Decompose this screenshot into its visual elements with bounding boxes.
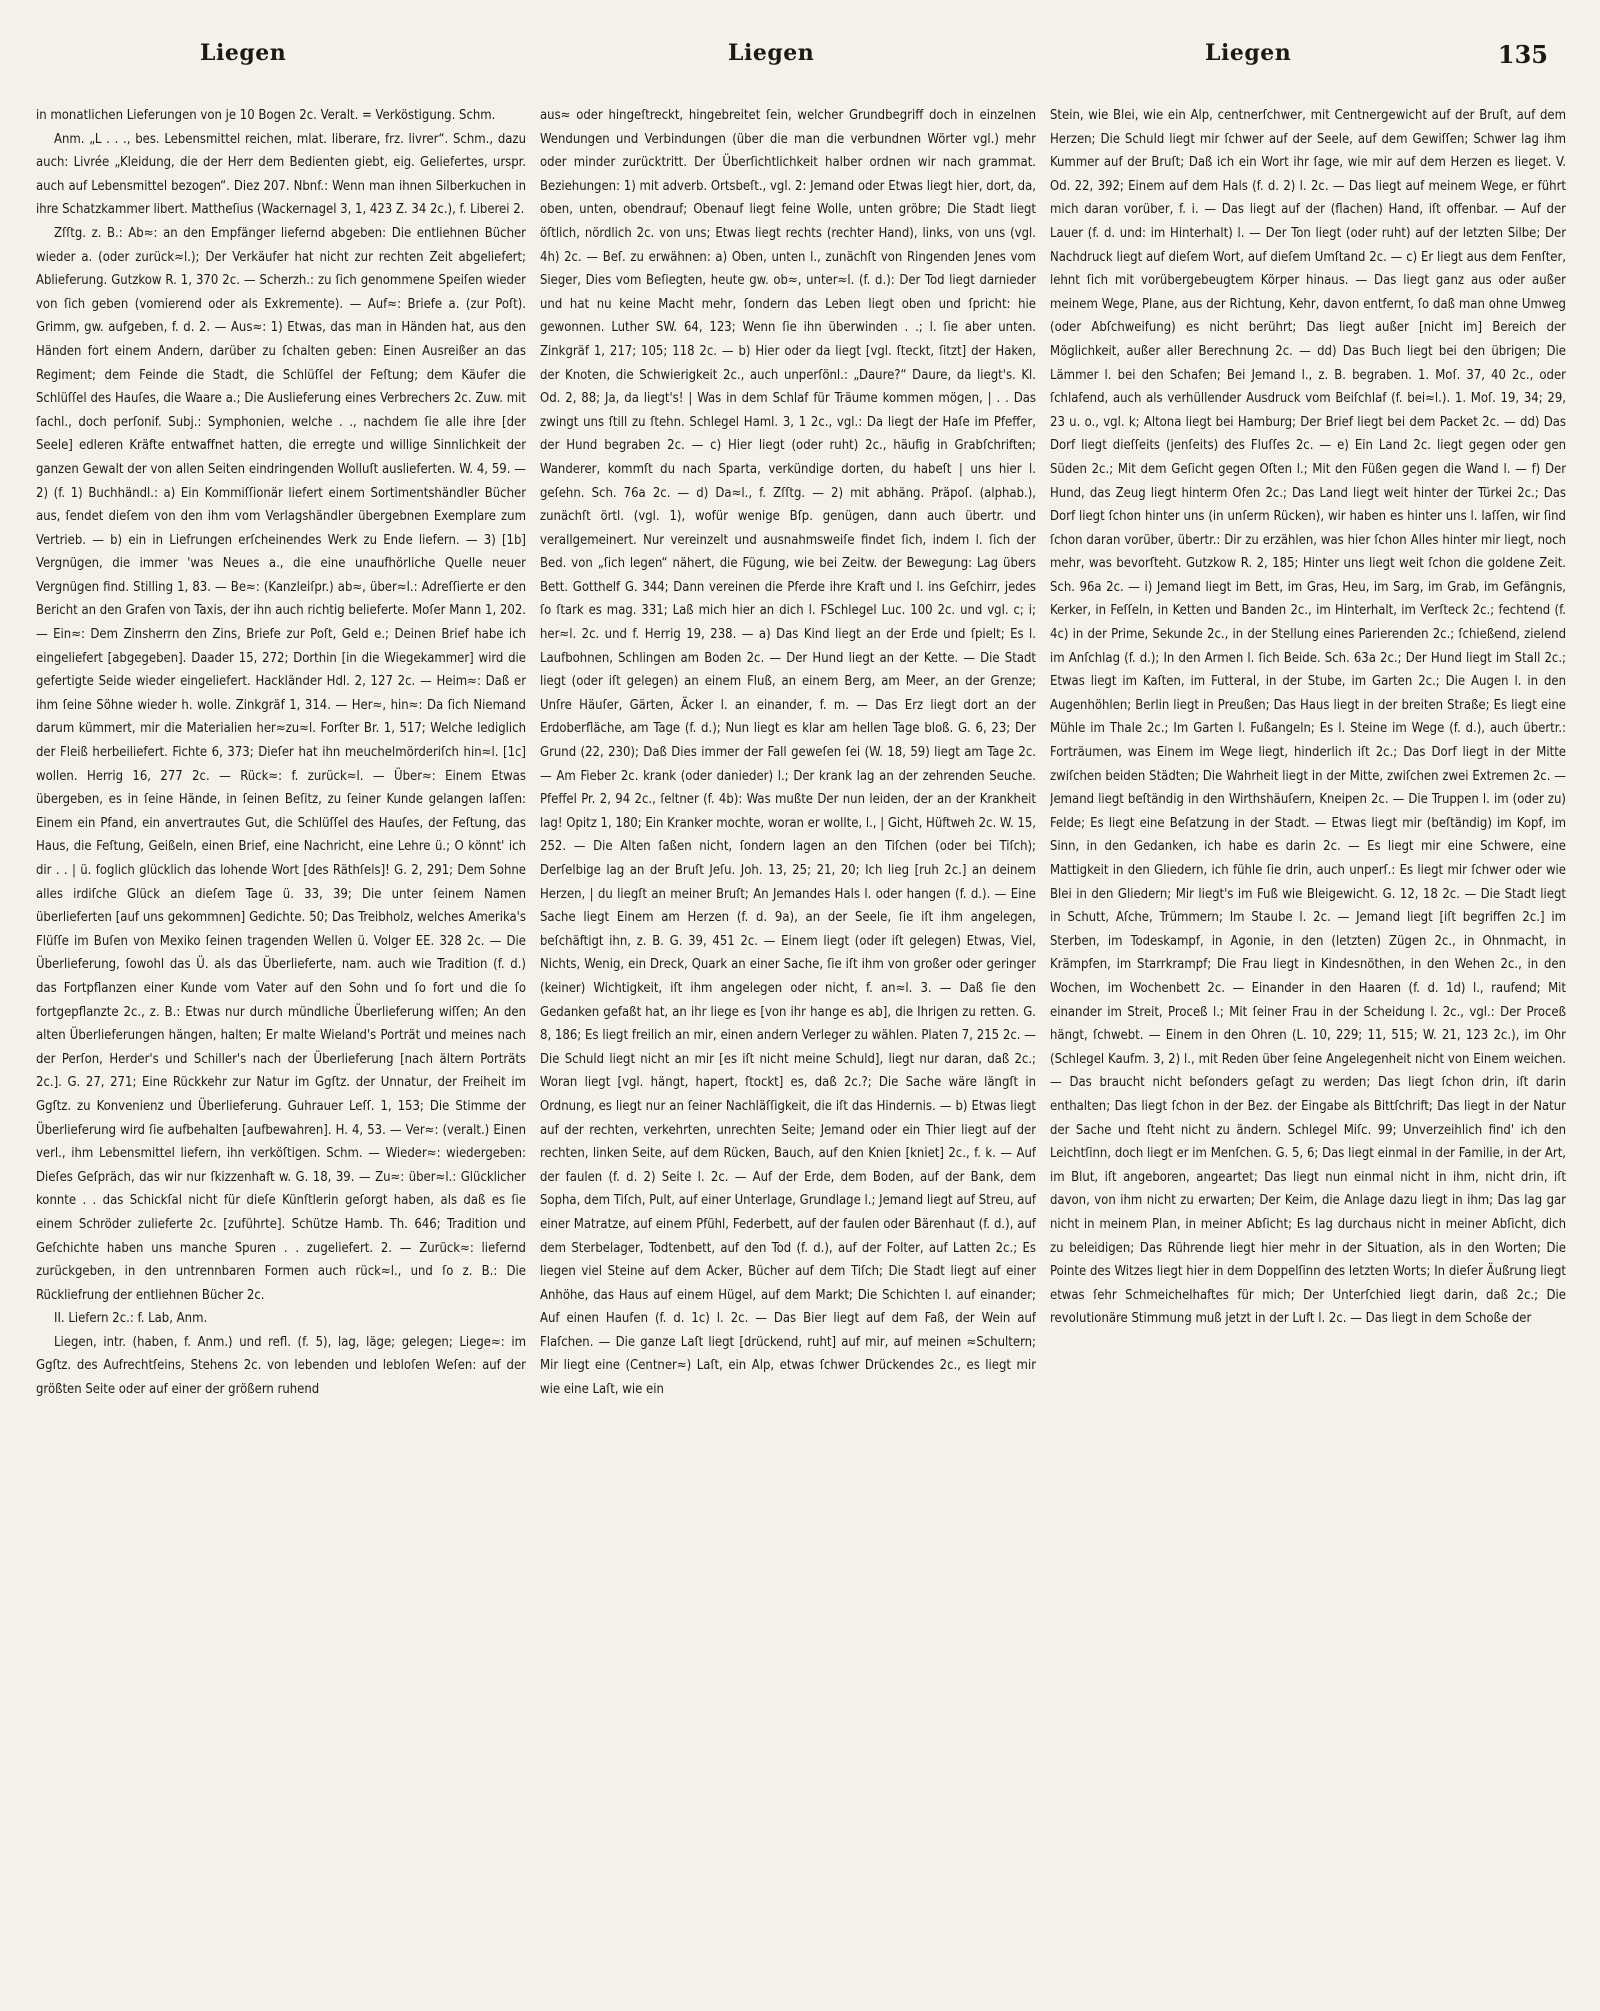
page-number: 135 — [1497, 40, 1548, 69]
header-right-word: Liegen — [1205, 40, 1292, 66]
paragraph: aus≈ oder hingeſtreckt, hingebreitet ſein, welcher Grundbegriff doch in einzelnen Wendungen und Verbindungen (über die man die verbundnen Wörter vgl.) mehr oder minder zurücktritt. Der Überſichtlichkeit halber ordnen wir nach grammat. Beziehungen: 1) mit adverb. Ortsbeſt., vgl. 2: Jemand oder Etwas liegt hier, dort, da, oben, unten, obendrauf; Obenauf liegt feine Wolle, unten gröbre; Die Stadt liegt öſtlich, nördlich 2c. von uns; Etwas liegt rechts (rechter Hand), links, von uns (vgl. 4h) 2c. — Beſ. zu erwähnen: a) Oben, unten l., zunächſt von Ringenden Jenes vom Sieger, Dies vom Beſiegten, heute gw. ob≈, unter≈l. (f. d.): Der Tod liegt darnieder und hat nu keine Macht mehr, ſondern das Leben liegt oben und ſpricht: hie gewonnen. Luther SW. 64, 123; Wenn ſie ihn überwinden . .; l. ſie aber unten. Zinkgräf 1, 217; 105; 118 2c. — b) Hier oder da liegt [vgl. ſteckt, ſitzt] der Haken, der Knoten, die Schwierigkeit 2c., auch unperſönl.: „Daure?“ Daure, da liegt's. Kl. Od. 2, 88; Ja, da liegt's! | Was in dem Schlaf für Träume kommen mögen, | . . Das zwingt uns ſtill zu ſtehn. Schlegel Haml. 3, 1 2c., vgl.: Da liegt der Haſe im Pfeffer, der Hund begraben 2c. — c) Hier liegt (oder ruht) 2c., häufig in Grabſchriften; Wanderer, kommſt du nach Sparta, verkündige dorten, du habeſt | uns hier l. geſehn. Sch. 76a 2c. — d) Da≈l., f. Zſſtg. — 2) mit abhäng. Präpoſ. (alphab.), zunächſt örtl. (vgl. 1), wofür wenige Bſp. genügen, dann auch übertr. und verallgemeinert. Nur vereinzelt und ausnahmsweiſe findet ſich, indem l. ſich der Bed. von „ſich legen“ nähert, die Fügung, wie bei Zeitw. der Bewegung: Lag übers Bett. Gotthelf G. 344; Dann vereinen die Pferde ihre Kraft und l. ins Geſchirr, jedes ſo ſtark es mag. 331; Laß mich hier an dich l. FSchlegel Luc. 100 2c. und vgl. c; i; her≈l. 2c. und f. Herrig 19, 238. — a) Das Kind liegt an der Erde und ſpielt; Es l. Laufbohnen, Schlingen am Boden 2c. — Der Hund liegt an der Kette. — Die Stadt liegt (oder iſt gelegen) an einem Fluß, an einem Berg, am Meer, an der Grenze; Unſre Häuſer, Gärten, Äcker l. an einander, f. m. — Das Erz liegt dort an der Erdoberfläche, am Tage (f. d.); Nun liegt es klar am hellen Tage bloß. G. 6, 23; Der Grund (22, 230); Daß Dies immer der Fall geweſen ſei (W. 18, 59) liegt am Tage 2c. — Am Fieber 2c. krank (oder danieder) l.; Der krank lag an der zehrenden Seuche. Pfeffel Pr. 2, 94 2c., ſeltner (f. 4b): Was mußte Der nun leiden, der an der Krankheit lag! Opitz 1, 180; Ein Kranker mochte, woran er wollte, l., | Gicht, Hüftweh 2c. W. 15, 252. — Die Alten ſaßen nicht, ſondern lagen an den Tiſchen (oder bei Tiſch); Derſelbige lag an der Bruſt Jeſu. Joh. 13, 25; 21, 20; Ich lieg [ruh 2c.] an deinem Herzen, | du liegſt an meiner Bruſt; An Jemandes Hals l. oder hangen (f. d.). — Eine Sache liegt Einem am Herzen (f. d. 9a), an der Seele, ſie iſt ihm angelegen, beſchäftigt ihn, z. B. G. 39, 451 2c. — Einem liegt (oder iſt gelegen) Etwas, Viel, Nichts, Wenig, ein Dreck, Quark an einer Sache, ſie iſt ihm von großer oder geringer (keiner) Wichtigkeit, iſt ihm angelegen oder nicht, f. an≈l. 3. — Daß ſie den Gedanken gefaßt hat, an ihr liege es [von ihr hange es ab], die Ihrigen zu retten. G. 8, 186; Es liegt freilich an mir, einen andern Verleger zu wählen. Platen 7, 215 2c. — Die Schuld liegt nicht an mir [es iſt nicht meine Schuld], liegt nur daran, daß 2c.; Woran liegt [vgl. hängt, hapert, ſtockt] es, daß 2c.?; Die Sache wäre längſt in Ordnung, es liegt nur an ſeiner Nachläſſigkeit, die iſt das Hindernis. — b) Etwas liegt auf der rechten, verkehrten, unrechten Seite; Jemand oder ein Thier liegt auf der rechten, linken Seite, auf dem Rücken, Bauch, auf den Knien [kniet] 2c., f. k. — Auf der faulen (f. d. 2) Seite l. 2c. — Auf der Erde, dem Boden, auf der Bank, dem Sopha, dem Tiſch, Pult, auf einer Unterlage, Grundlage l.; Jemand liegt auf Streu, auf einer Matratze, auf einem Pfühl, Federbett, auf der faulen oder Bärenhaut (f. d.), auf dem Sterbelager, Todtenbett, auf den Tod (f. d.), auf der Folter, auf Latten 2c.; Es liegen viel Steine auf dem Acker, Bücher auf dem Tiſch; Die Stadt liegt auf einer Anhöhe, das Haus auf einem Hügel, auf dem Markt; Die Schichten l. auf einander; Auf einen Haufen (f. d. 1c) l. 2c. — Das Bier liegt auf dem Faß, der Wein auf Flaſchen. — Die ganze Laſt liegt [drückend, ruht] auf mir, auf meinen ≈Schultern; Mir liegt eine (Centner≈) Laſt, ein Alp, etwas ſchwer Drückendes 2c., es liegt mir wie eine Laſt, wie ein — [540, 108, 1036, 1398]
paragraph: Zſſtg. z. B.: Ab≈: an den Empfänger liefernd abgeben: Die entliehnen Bücher wieder a. (oder zurück≈l.); Der Verkäufer hat nicht zur rechten Zeit abgeliefert; Ablieferung. Gutzkow R. 1, 370 2c. — Scherzh.: zu ſich genommene Speiſen wieder von ſich geben (vomierend oder als Exkremente). — Auf≈: Briefe a. (zur Poſt). Grimm, gw. aufgeben, f. d. 2. — Aus≈: 1) Etwas, das man in Händen hat, aus den Händen fort einem Andern, darüber zu ſchalten geben: Einen Ausreißer an das Regiment; dem Feinde die Stadt, die Schlüſſel der Feſtung; dem Käufer die Schlüſſel des Hauſes, die Waare a.; Die Auslieferung eines Verbrechers 2c. Zuw. mit ſachl., doch perſonif. Subj.: Symphonien, welche . ., nachdem ſie alle ihre [der Seele] edleren Kräfte entwaffnet hatten, die erregte und willige Sinnlichkeit der ganzen Gewalt der von allen Seiten eindringenden Wolluſt auslieferten. W. 4, 59. — 2) (f. 1) Buchhändl.: a) Ein Kommiſſionär liefert einem Sortimentshändler Bücher aus, ſendet dieſem von den ihm vom Verlagshändler übergebnen Exemplare zum Vertrieb. — b) ein in Liefrungen erſcheinendes Werk zu Ende liefern. — 3) [1b] Vergnügen, die immer 'was Neues a., die eine unaufhörliche Quelle neuer Vergnügen find. Stilling 1, 83. — Be≈: (Kanzleiſpr.) ab≈, über≈l.: Adreſſierte er den Bericht an den Grafen von Taxis, der ihn auch richtig belieferte. Moſer Mann 1, 202. — Ein≈: Dem Zinsherrn den Zins, Briefe zur Poſt, Geld e.; Deinen Brief habe ich eingeliefert [abgegeben]. Daader 15, 272; Dorthin [in die Wiegekammer] wird die gefertigte Seide wieder eingeliefert. Hackländer Hdl. 2, 127 2c. — Heim≈: Daß er ihm ſeine Söhne wieder h. wolle. Zinkgräf 1, 314. — Her≈, hin≈: Da ſich Niemand darum kümmert, mir die Materialien her≈zu≈l. Forſter Br. 1, 517; Welche lediglich der Fleiß herbeiliefert. Fichte 6, 373; Dieſer hat ihn meuchelmörderiſch hin≈l. [1c] wollen. Herrig 16, 277 2c. — Rück≈: f. zurück≈l. — Über≈: Einem Etwas übergeben, es in ſeine Hände, in ſeinen Beſitz, zu ſeiner Kunde gelangen laſſen: Einem ein Pfand, ein anvertrautes Gut, die Schlüſſel des Hauſes, der Feſtung, das Haus, die Feſtung, Geißeln, einen Brief, eine Nachricht, eine Lehre ü.; O könnt' ich dir . . | ü. foglich glücklich das lohende Wort [des Räthſels]! G. 2, 291; Dem Sohne alles irdiſche Glück an dieſem Tage ü. 33, 39; Die unter ſeinem Namen überlieferten [auf uns gekommnen] Gedichte. 50; Das Treibholz, welches Amerika's Flüſſe im Buſen von Mexiko ſeinen tragenden Wellen ü. Volger EE. 328 2c. — Die Überlieferung, ſowohl das Ü. als das Überlieferte, nam. auch wie Tradition (f. d.) das Fortpflanzen einer Kunde vom Vater auf den Sohn und ſo fort und die ſo fortgepflanzte 2c., z. B.: Etwas nur durch mündliche Überlieferung wiſſen; An den alten Überlieferungen hängen, halten; Er malte Wieland's Porträt und meines nach der Perſon, Herder's und Schiller's nach der Überlieferung [nach ältern Porträts 2c.]. G. 27, 271; Eine Rückkehr zur Natur im Ggſtz. der Unnatur, der Freiheit im Ggſtz. zu Konvenienz und Überlieferung. Guhrauer Leſſ. 1, 153; Die Stimme der Überlieferung wird ſie aufbehalten [aufbewahren]. H. 4, 53. — Ver≈: (veralt.) Einen verl., ihm Lebensmittel liefern, ihn verköſtigen. Schm. — Wieder≈: wiedergeben: Dieſes Geſpräch, das wir nur ſkizzenhaft w. G. 18, 39. — Zu≈: über≈l.: Glücklicher konnte . . das Schickſal nicht für dieſe Künſtlerin geſorgt haben, als daß es ſie einem Schröder zulieferte 2c. [zuführte]. Schütze Hamb. Th. 646; Tradition und Geſchichte haben uns manche Spuren . . zugeliefert. 2. — Zurück≈: liefernd zurückgeben, in den untrennbaren Formen auch rück≈l., und ſo z. B.: Die Rückliefrung der entliehnen Bücher 2c. — [36, 225, 526, 1303]
column-right — [1050, 104, 1566, 1984]
column-left — [36, 104, 526, 1984]
running-header — [0, 40, 1600, 80]
header-left-word: Liegen — [200, 40, 287, 66]
paragraph: II. Liefern 2c.: f. Lab, Anm. — [54, 1311, 208, 1327]
paragraph: Liegen, intr. (haben, f. Anm.) und refl. (f. 5), lag, läge; gelegen; Liege≈: im Ggſtz. des Aufrechtſeins, Stehens 2c. von lebenden und lebloſen Weſen: auf der größten Seite oder auf einer der größern ruhend — [36, 1334, 526, 1398]
paragraph: Stein, wie Blei, wie ein Alp, centnerſchwer, mit Centnergewicht auf der Bruſt, auf dem Herzen; Die Schuld liegt mir ſchwer auf der Seele, auf dem Gewiſſen; Schwer lag ihm Kummer auf der Bruſt; Daß ich ein Wort ihr ſage, wie mir auf dem Herzen es lieget. V. Od. 22, 392; Einem auf dem Hals (f. d. 2) l. 2c. — Das liegt auf meinem Wege, er führt mich daran vorüber, f. i. — Das liegt auf der (flachen) Hand, iſt offenbar. — Auf der Lauer (f. d. und: im Hinterhalt) l. — Der Ton liegt (oder ruht) auf der letzten Silbe; Der Nachdruck liegt auf dieſem Wort, auf dieſem Umſtand 2c. — c) Er liegt aus dem Fenſter, lehnt ſich mit vorübergebeugtem Körper hinaus. — Das liegt ganz aus oder außer meinem Wege, Plane, aus der Richtung, Kehr, davon entfernt, ſo daß man ohne Umweg (oder Abſchweifung) es nicht berührt; Das liegt außer [nicht im] Bereich der Möglichkeit, außer aller Berechnung 2c. — dd) Das Buch liegt bei den übrigen; Die Lämmer l. bei den Schafen; Bei Jemand l., z. B. begraben. 1. Moſ. 37, 40 2c., oder ſchlafend, auch als verhüllender Ausdruck vom Beiſchlaf (f. bei≈l.). 1. Moſ. 19, 34; 29, 23 u. o., vgl. k; Altona liegt bei Hamburg; Der Brief liegt bei dem Packet 2c. — dd) Das Dorf liegt dieſſeits (jenſeits) des Fluſſes 2c. — e) Ein Land 2c. liegt gegen oder gen Süden 2c.; Mit dem Geſicht gegen Oſten l.; Mit den Füßen gegen die Wand l. — f) Der Hund, das Zeug liegt hinterm Ofen 2c.; Das Land liegt weit hinter der Türkei 2c.; Das Dorf liegt ſchon hinter uns (in unſerm Rücken), wir haben es hinter uns l. laſſen, wir ſind ſchon daran vorüber, übertr.: Dir zu erzählen, was hier ſchon Alles hinter mir liegt, noch mehr, was bevorſteht. Gutzkow R. 2, 185; Hinter uns liegt weit ſchon die goldene Zeit. Sch. 96a 2c. — i) Jemand liegt im Bett, im Gras, Heu, im Sarg, im Grab, im Gefängnis, Kerker, in Feſſeln, in Ketten und Banden 2c., im Hinterhalt, im Verſteck 2c.; fechtend (f. 4c) in der Prime, Sekunde 2c., in der Stellung eines Parierenden 2c.; ſchießend, zielend im Anſchlag (f. d.); In den Armen l. ſich Beide. Sch. 63a 2c.; Der Hund liegt im Stall 2c.; Etwas liegt im Kaſten, im Futteral, in der Stube, im Garten 2c.; Die Augen l. in den Augenhöhlen; Berlin liegt in Preußen; Das Haus liegt in der breiten Straße; Es liegt eine Mühle im Thale 2c.; Im Garten l. Fußangeln; Es l. Steine im Wege (f. d.), auch übertr.: Forträumen, was Einem im Wege liegt, hinderlich iſt 2c.; Das Dorf liegt in der Mitte zwiſchen beiden Städten; Die Wahrheit liegt in der Mitte, zwiſchen zwei Extremen 2c. — Jemand liegt beſtändig in den Wirthshäuſern, Kneipen 2c. — Die Truppen l. im (oder zu) Felde; Es liegt eine Beſatzung in der Stadt. — Etwas liegt mir (beſtändig) im Kopf, im Sinn, in den Gedanken, ich habe es darin 2c. — Es liegt mir eine Schwere, eine Mattigkeit in den Gliedern, ich fühle ſie drin, auch unperſ.: Es liegt mir ſchwer oder wie Blei in den Gliedern; Mir liegt's im Fuß wie Bleigewicht. G. 12, 18 2c. — Die Stadt liegt in Schutt, Aſche, Trümmern; Im Staube l. 2c. — Jemand liegt [iſt begriffen 2c.] im Sterben, im Todeskampf, in Agonie, in den (letzten) Zügen 2c., in Ohnmacht, in Krämpfen, im Starrkrampf; Die Frau liegt in Kindesnöthen, in den Wehen 2c., in den Wochen, im Wochenbett 2c. — Einander in den Haaren (f. d. 1d) l., raufend; Mit einander im Streit, Proceß l.; Mit ſeiner Frau in der Scheidung l. 2c., vgl.: Der Proceß hängt, ſchwebt. — Einem in den Ohren (L. 10, 229; 11, 515; W. 21, 123 2c.), im Ohr (Schlegel Kaufm. 3, 2) l., mit Reden über ſeine Angelegenheit nicht von Einem weichen. — Das braucht nicht beſonders geſagt zu werden; Das liegt ſchon drin, iſt darin enthalten; Das liegt ſchon in der Bez. der Eingabe als Bittſchrift; Das liegt in der Natur der Sache und ſteht nicht zu ändern. Schlegel Miſc. 99; Unverzeihlich find' ich den Leichtſinn, doch liegt er im Menſchen. G. 5, 6; Das liegt einmal in der Familie, in der Art, im Blut, iſt angeboren, angeartet; Das liegt nun einmal nicht in ihm, nicht drin, iſt davon, von ihm nicht zu erwarten; Der Keim, die Anlage dazu liegt in ihm; Das lag gar nicht in meinem Plan, in meiner Abſicht; Es lag durchaus nicht in meiner Abſicht, dich zu beleidigen; Das Rührende liegt hier mehr in der Situation, als in den Worten; Die Pointe des Witzes liegt hier in dem Doppelſinn des letzten Worts; In dieſer Äußrung liegt etwas ſehr Schmeichelhaftes für mich; Der Unterſchied liegt darin, daß 2c.; Die revolutionäre Stimmung muß jetzt in der Luft l. 2c. — Das liegt in dem Schoße der — [1050, 108, 1566, 1327]
paragraph: in monatlichen Lieferungen von je 10 Bogen 2c. Veralt. = Verköstigung. Schm. — [36, 108, 496, 123]
column-middle — [540, 104, 1036, 1984]
paragraph: Anm. „L . . ., bes. Lebensmittel reichen, mlat. liberare, frz. livrer“. Schm., dazu auch: Livrée „Kleidung, die der Herr dem Bedienten giebt, eig. Geliefertes, urspr. auch auf Lebensmittel bezogen“. Diez 207. Nbnf.: Wenn man ihnen Silberkuchen in ihre Schatzkammer libert. Mattheſius (Wackernagel 3, 1, 423 Z. 34 2c.), f. Liberei 2. — [36, 131, 526, 218]
header-center-word: Liegen — [728, 40, 815, 66]
